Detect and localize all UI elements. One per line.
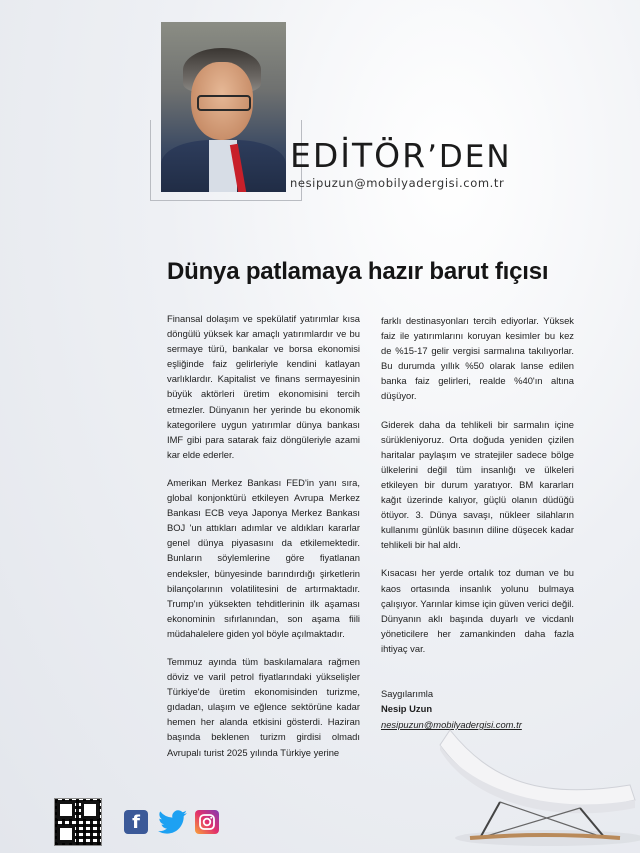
signature-name: Nesip Uzun — [381, 703, 433, 715]
section-title-main: EDİTÖR — [290, 136, 428, 175]
editor-photo — [161, 22, 286, 192]
article-column-left — [167, 311, 360, 773]
section-title — [290, 138, 512, 175]
facebook-icon[interactable]: f — [124, 810, 148, 834]
twitter-icon[interactable] — [158, 810, 188, 834]
paragraph: Kısacası her yerde ortalık toz duman ve bu kaos ortasında insanlık yolunu bulmaya çalışıyor. Yarınlar kimse için güven verici değil. Dünyanın aklı başında duyarlı ve vicdanlı yöneticilere her zamankinden daha fazla ihtiyaç var. — [381, 567, 574, 654]
qr-code-icon[interactable] — [54, 798, 102, 846]
article-column-right — [381, 313, 574, 733]
article-headline: Dünya patlamaya hazır barut fıçısı — [167, 258, 549, 285]
instagram-icon[interactable] — [195, 810, 219, 834]
section-title-suffix: ’DEN — [427, 139, 512, 175]
editor-email[interactable]: nesipuzun@mobilyadergisi.com.tr — [290, 176, 505, 190]
paragraph: farklı destinasyonları tercih ediyorlar. Yüksek faiz ile yatırımlarını koruyan kesimler bu kez de %15-17 gelir vergisi sarmalına takılıyorlar. Bu durumda yıllık %50 olarak lanse edilen banka faiz gelirleri, realde %40'ın altına düşüyor. — [381, 315, 574, 402]
signature-greeting: Saygılarımla — [381, 687, 434, 699]
paragraph: Finansal dolaşım ve spekülatif yatırımlar kısa döngülü yüksek kar amaçlı yatırımlardır ve bu sermaye türü, bankalar ve borsa ekonomisi eşliğinde faiz gelirleriyle kendini katlayan varlıklardır. Kapitalist ve finans sermayesinin büyük aktörleri üretim ekonomisini tercih etmezler. Dünyanın her yerinde bu ekonomik kategorilere uygun yatırımlar dünya bankası IMF gibi para satarak faiz döngüleriyle azami kar elde ederler. — [167, 313, 360, 460]
paragraph: Temmuz ayında tüm baskılamalara rağmen döviz ve varil petrol fiyatlarındaki yükselişler Türkiye'de üretim ekonomisinden turizme, gıdadan, ulaşım ve eğlence sektörüne kadar hemen her alanda etkisini gösterdi. Haziran başında beklenen turizm girdisi olmadı Avrupalı turist 2025 yılında Türkiye yerine — [167, 655, 360, 758]
paragraph: Amerikan Merkez Bankası FED'in yanı sıra, global konjonktürü etkileyen Avrupa Merkez Bankası ECB veya Japonya Merkez Bankası BOJ 'un attıkları adımlar ve aldıkları kararlar genel dünya piyasasını da etkilemektedir. Bunların söylemlerine göre fiyatlanan endeksler, bünyesinde barındırdığı şirketlerin bilançolarının volatilitesini de artırmaktadır. Trump'ın yüksekten tehditlerinin ilk aşaması ekonominin sıfırlanından, son aşama fiili müdahalelere giden yol böyle açılmaktadır. — [167, 476, 360, 639]
signature-email-link[interactable]: nesipuzun@mobilyadergisi.com.tr — [381, 719, 522, 731]
paragraph: Giderek daha da tehlikeli bir sarmalın içine sürükleniyoruz. Orta doğuda yeniden çizilen haritalar paylaşım ve stratejiler sadece bölge ülkelerini değil tüm insanlığı ve ülkeleri etkileyen bir durum yaratıyor. BM kararları kağıt üzerinde kalıyor, güçlü olanın düdüğü ötüyor. 3. Dünya savaşı, nükleer silahların kullanımı günlük basının diline düşecek kadar tehlikeli bir hal aldı. — [381, 418, 574, 551]
lounge-chair-image — [430, 690, 640, 850]
